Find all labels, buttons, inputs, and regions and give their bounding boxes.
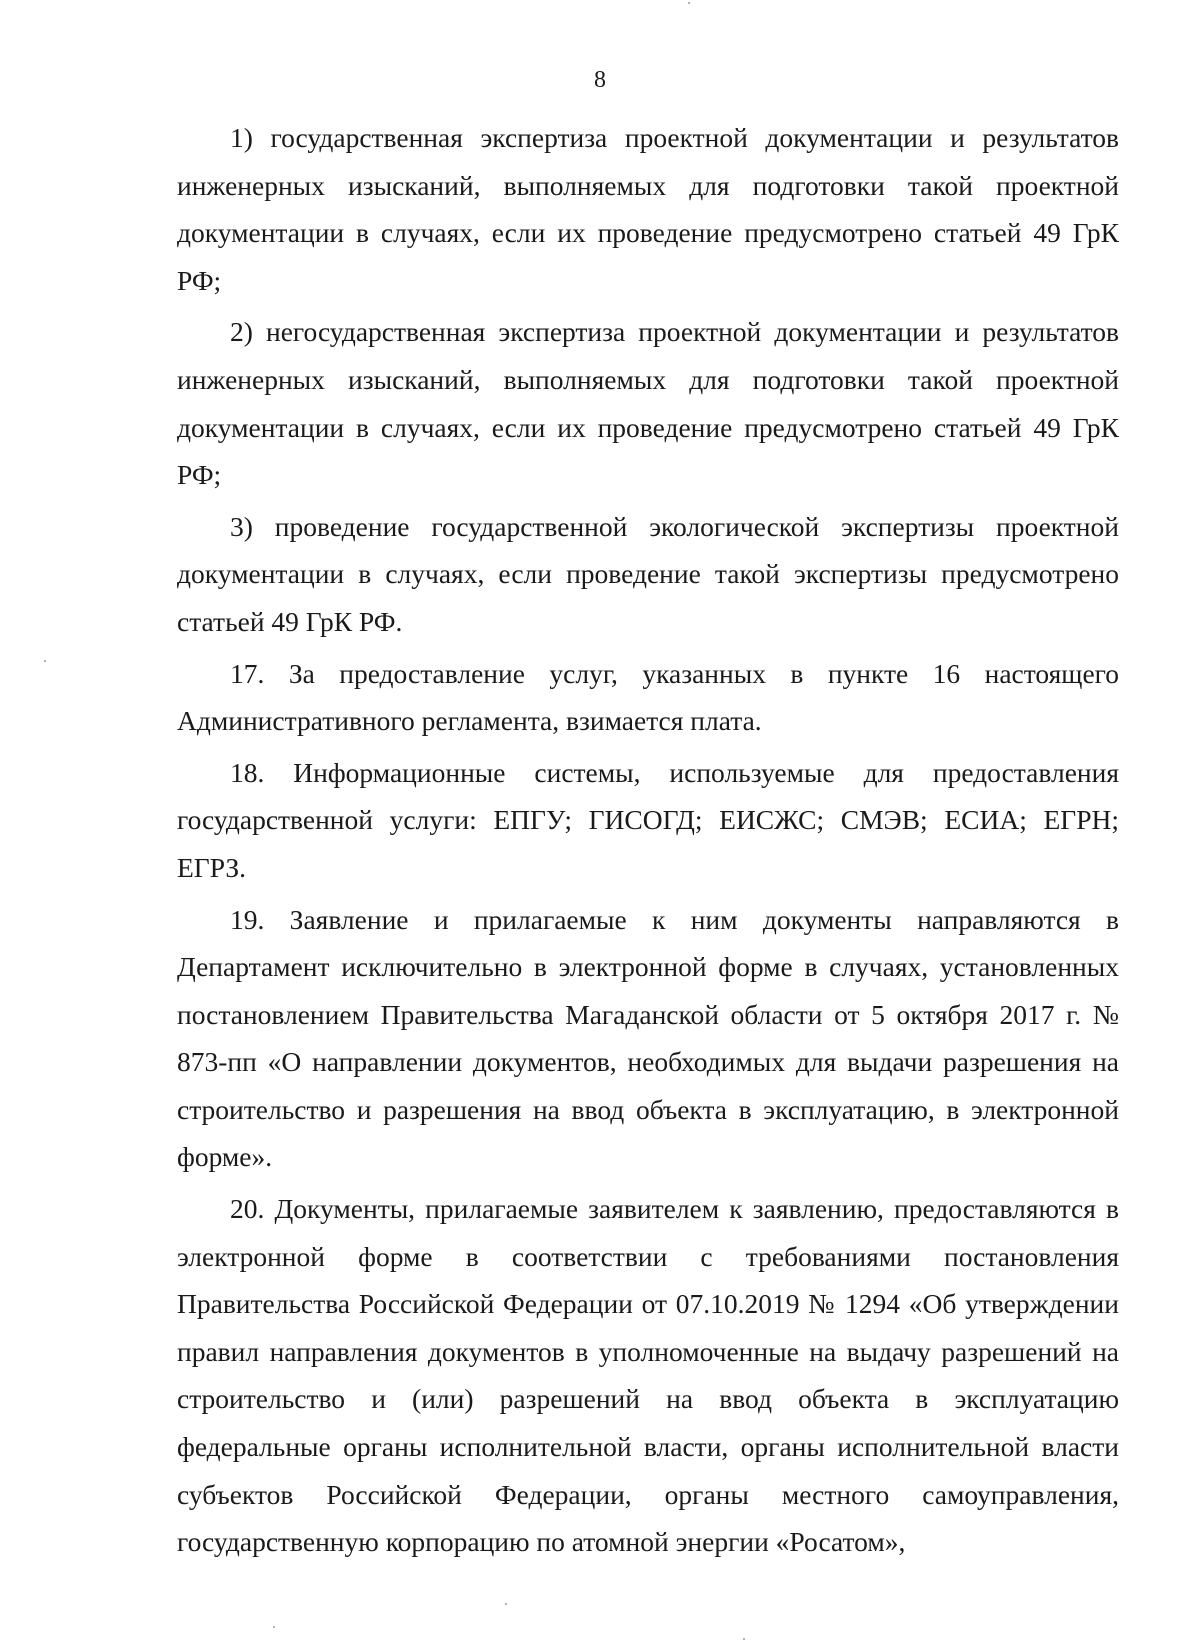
paragraph-17: 17. За предоставление услуг, указанных в пункте 16 настоящего Административного регламента, взимается плата. [177,657,1119,737]
scan-speck [688,2,690,4]
scan-speck [743,1638,745,1640]
scan-speck [273,1626,275,1628]
scan-speck [505,1603,507,1605]
paragraph-19: 19. Заявление и прилагаемые к ним документы направляются в Департамент исключительно в электронной форме в случаях, установленных постановлением Правительства Магаданской области от 5 октября 2017 г. № 873-пп «О направлении документов, необходимых для выдачи разрешения на строительство и разрешения на ввод объекта в эксплуатацию, в электронной форме». [177,903,1119,1173]
page-number: 8 [594,67,606,93]
paragraph-20: 20. Документы, прилагаемые заявителем к заявлению, предоставляются в электронной форме в соответствии с требованиями постановления Правительства Российской Федерации от 07.10.2019 № 1294 «Об утверждении правил направления документов в уполномоченные на выдачу разрешений на строительство и (или) разрешений на ввод объекта в эксплуатацию федеральные органы исполнительной власти, органы исполнительной власти субъектов Российской Федерации, органы местного самоуправления, государственную корпорацию по атомной энергии «Росатом», [177,1193,1119,1558]
paragraph-item-1: 1) государственная экспертиза проектной документации и результатов инженерных изысканий, выполняемых для подготовки такой проектной документации в случаях, если их проведение предусмотрено статьей 49 ГрК РФ; [177,122,1119,296]
scan-speck [44,660,46,662]
document-body [177,114,1119,1566]
paragraph-item-3: 3) проведение государственной экологической экспертизы проектной документации в случаях, если проведение такой экспертизы предусмотрено статьей 49 ГрК РФ. [177,510,1119,637]
paragraph-item-2: 2) негосударственная экспертиза проектной документации и результатов инженерных изысканий, выполняемых для подготовки такой проектной документации в случаях, если их проведение предусмотрено статьей 49 ГрК РФ; [177,316,1119,491]
paragraph-18: 18. Информационные системы, используемые для предоставления государственной услуги: ЕПГУ; ГИСОГД; ЕИСЖС; СМЭВ; ЕСИА; ЕГРН; ЕГРЗ. [177,756,1119,883]
